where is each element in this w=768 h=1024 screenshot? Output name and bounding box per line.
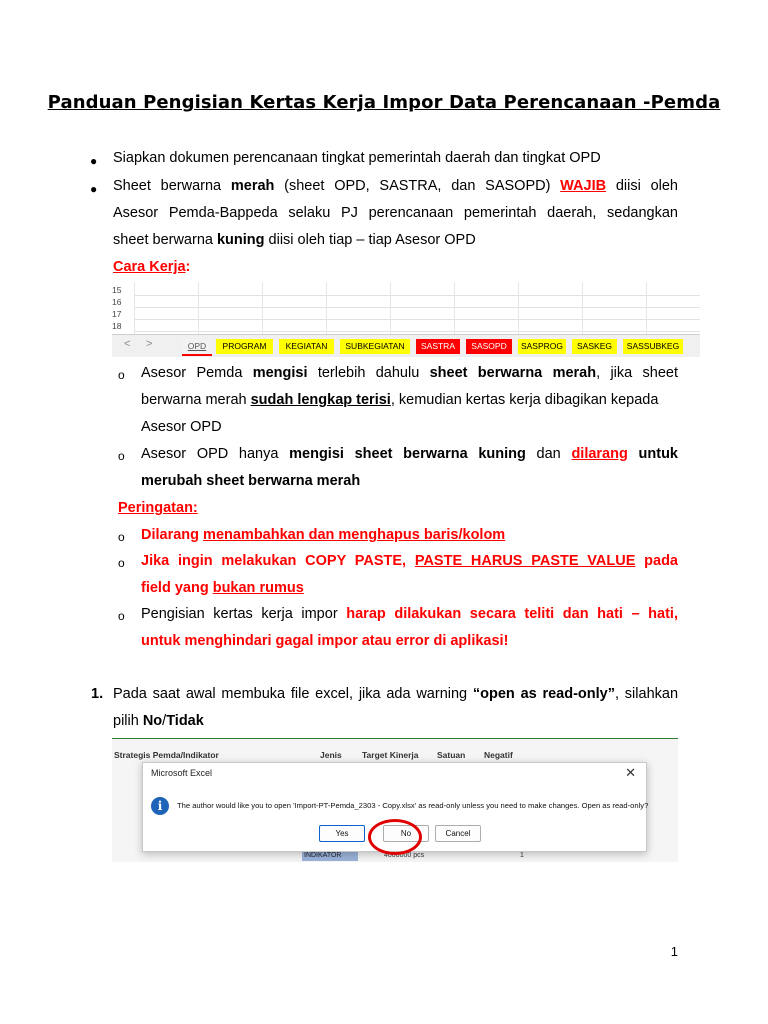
sheet-tab-program[interactable]: PROGRAM — [216, 339, 273, 354]
sub-1-line-1: Asesor Pemda mengisi terlebih dahulu sheet berwarna merah, jika sheet — [141, 365, 678, 381]
page-title: Panduan Pengisian Kertas Kerja Impor Data Perencanaan -Pemda — [47, 92, 721, 113]
step-number: 1. — [91, 686, 104, 702]
close-icon[interactable]: ✕ — [625, 765, 636, 780]
peringatan-heading: Peringatan: — [118, 500, 198, 516]
sub-bullet-icon: o — [118, 368, 125, 382]
warning-2-line-1: Jika ingin melakukan COPY PASTE, PASTE HARUS PASTE VALUE pada — [141, 553, 679, 569]
bullet-2-line-2: Asesor Pemda-Bappeda selaku PJ perencanaan pemerintah daerah, sedangkan — [113, 205, 678, 221]
page-number: 1 — [670, 944, 678, 959]
sheet-tab-sasopd[interactable]: SASOPD — [466, 339, 512, 354]
sheet-tab-saskeg[interactable]: SASKEG — [572, 339, 617, 354]
sub-2-line-2: merubah sheet berwarna merah — [141, 473, 361, 489]
sub-1-line-2: berwarna merah sudah lengkap terisi, kemudian kertas kerja dibagikan kepada — [141, 392, 659, 408]
bg-column-header: Satuan — [437, 750, 466, 760]
bg-column-header: Strategis Pemda/Indikator — [114, 750, 219, 760]
row-number: 15 — [112, 285, 122, 295]
sub-bullet-icon: o — [118, 449, 125, 463]
step-1-line-2: pilih No/Tidak — [113, 713, 204, 729]
warning-1: Dilarang menambahkan dan menghapus baris/kolom — [141, 527, 506, 543]
sub-bullet-icon: o — [118, 609, 125, 623]
sub-bullet-icon: o — [118, 530, 125, 544]
yes-button[interactable]: Yes — [319, 825, 365, 842]
sub-bullet-icon: o — [118, 556, 125, 570]
bullet-1-text: Siapkan dokumen perencanaan tingkat pemerintah daerah dan tingkat OPD — [113, 150, 601, 166]
bg-cell: 4000000 pcs — [384, 852, 425, 859]
bg-cell: 1 — [520, 852, 524, 859]
cancel-button[interactable]: Cancel — [435, 825, 481, 842]
bg-column-header: Jenis — [320, 750, 342, 760]
sheet-tab-opd[interactable]: OPD — [182, 339, 212, 356]
sub-1-line-3: Asesor OPD — [141, 419, 222, 435]
info-icon: i — [151, 797, 169, 815]
row-number: 18 — [112, 321, 122, 331]
bullet-icon: ● — [90, 182, 98, 196]
sheet-tab-kegiatan[interactable]: KEGIATAN — [279, 339, 334, 354]
step-1-line-1: Pada saat awal membuka file excel, jika ada warning “open as read-only”, silahkan — [113, 686, 679, 702]
sheet-tab-sastra[interactable]: SASTRA — [416, 339, 460, 354]
sheet-tabs-screenshot — [112, 282, 700, 356]
scroll-left-icon[interactable]: < — [124, 338, 131, 350]
highlight-circle — [368, 819, 422, 855]
excel-dialog-screenshot — [112, 738, 678, 862]
dialog-message: The author would like you to open 'Import-PT-Pemda_2303 - Copy.xlsx' as read-only unless you need to make changes. Open as read-only? — [177, 801, 649, 810]
row-number: 16 — [112, 297, 122, 307]
bg-column-header: Negatif — [484, 750, 513, 760]
sheet-tab-subkegiatan[interactable]: SUBKEGIATAN — [340, 339, 410, 354]
no-button[interactable]: No — [383, 825, 429, 842]
warning-3-line-1: Pengisian kertas kerja impor harap dilakukan secara teliti dan hati – hati, — [141, 606, 678, 622]
row-number: 17 — [112, 309, 122, 319]
dialog-title: Microsoft Excel — [151, 768, 213, 778]
sheet-tab-bar — [112, 334, 700, 357]
sheet-tab-sassubkeg[interactable]: SASSUBKEG — [623, 339, 683, 354]
scroll-right-icon[interactable]: > — [146, 338, 153, 350]
sub-2-line-1: Asesor OPD hanya mengisi sheet berwarna kuning dan dilarang untuk — [141, 446, 678, 462]
bg-cell: INDIKATOR — [304, 852, 342, 859]
warning-3-line-2: untuk menghindari gagal impor atau error di aplikasi! — [141, 633, 509, 649]
sheet-tab-sasprog[interactable]: SASPROG — [518, 339, 566, 354]
bg-column-header: Target Kinerja — [362, 750, 419, 760]
bullet-2-line-1: Sheet berwarna merah (sheet OPD, SASTRA, dan SASOPD) WAJIB diisi oleh — [113, 178, 678, 194]
bullet-2-line-3: sheet berwarna kuning diisi oleh tiap – tiap Asesor OPD — [113, 232, 476, 248]
cara-kerja-heading: Cara Kerja: — [113, 259, 191, 275]
warning-2-line-2: field yang bukan rumus — [141, 580, 304, 596]
bullet-icon: ● — [90, 154, 98, 168]
